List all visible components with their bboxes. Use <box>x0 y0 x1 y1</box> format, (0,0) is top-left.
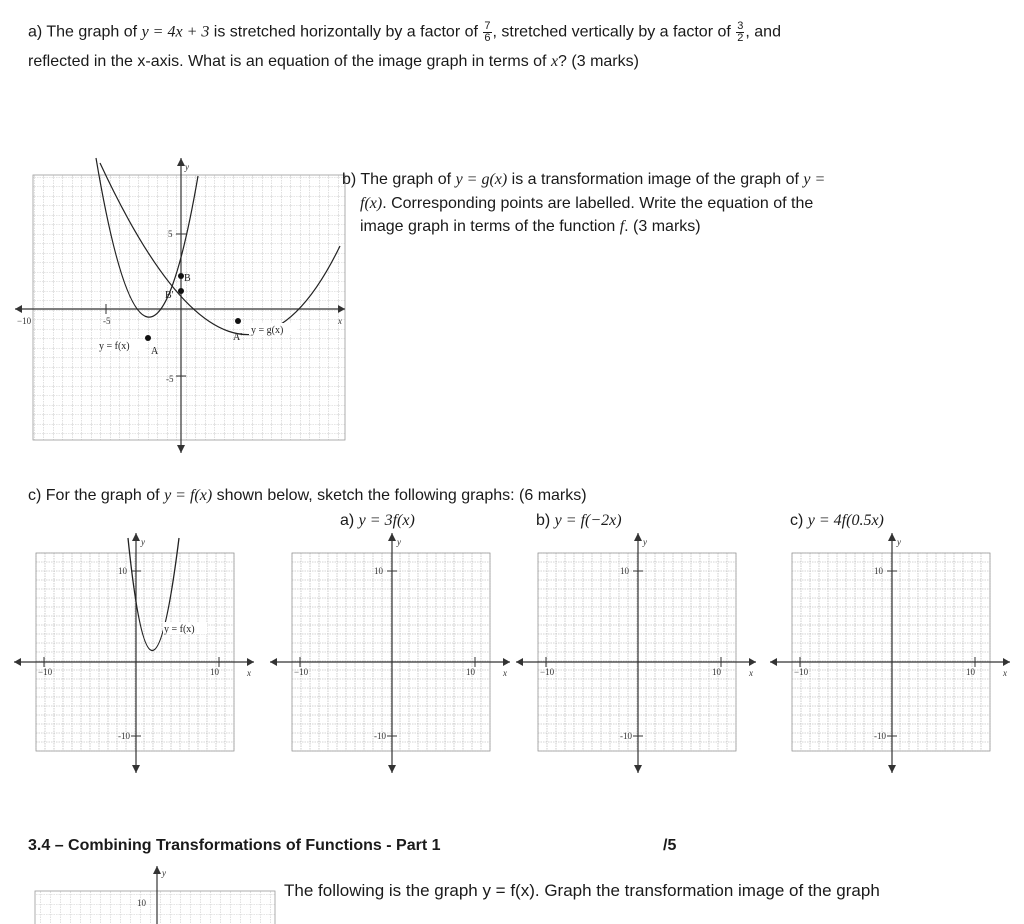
question-c-part-c: c) y = 4f(0.5x) <box>790 512 884 529</box>
axis-y-label: y <box>897 537 901 547</box>
tick-y-neg10: -10 <box>118 731 130 741</box>
question-a-line2: reflected in the x-axis. What is an equation of the image graph in terms of x? (3 marks) <box>28 53 639 70</box>
question-a-line1: a) The graph of y = 4x + 3 is stretched horizontally by a factor of $\frac{7}{6}$ , stretched vertically by a factor of $\frac{3}{2}$ , and <box>28 20 781 44</box>
point-B-prime <box>178 288 184 294</box>
tick-x-10: 10 <box>712 667 721 677</box>
graph-b <box>15 158 345 453</box>
question-b-line2: f(x). Corresponding points are labelled. Write the equation of the <box>360 195 814 212</box>
section-score: /5 <box>663 837 677 854</box>
tick-x-10: 10 <box>466 667 475 677</box>
axis-y-label: y <box>397 537 401 547</box>
point-A <box>145 335 151 341</box>
label-B-prime: B' <box>165 290 174 301</box>
section-intro: The following is the graph y = f(x). Graph the transformation image of the graph <box>284 881 880 900</box>
graph-section <box>30 864 290 924</box>
graph-b-tick-y-neg5: -5 <box>166 374 174 384</box>
question-b-line1: b) The graph of y = g(x) is a transformation image of the graph of y = <box>342 171 826 188</box>
fraction-7-6: $\frac{7}{6}$ <box>484 20 491 44</box>
tick-y-10: 10 <box>118 566 127 576</box>
section-title: 3.4 – Combining Transformations of Functions - Part 1 <box>28 837 441 854</box>
axis-x-label: x <box>503 668 507 678</box>
curve-label: y = f(x) <box>164 624 195 635</box>
tick-x-neg10: −10 <box>38 667 53 677</box>
tick-y-neg10: -10 <box>874 731 886 741</box>
axis-x-label: x <box>1003 668 1007 678</box>
axis-y-label: y <box>141 537 145 547</box>
axis-x-label: x <box>749 668 753 678</box>
tick-y-10: 10 <box>374 566 383 576</box>
tick-x-10: 10 <box>210 667 219 677</box>
point-A-prime <box>235 318 241 324</box>
graph-b-tick-y-5: 5 <box>168 229 173 239</box>
question-c-part-a: a) y = 3f(x) <box>340 512 415 529</box>
axis-x-label: x <box>247 668 251 678</box>
question-c-part-b: b) y = f(−2x) <box>536 512 622 529</box>
graph-c-answer-b <box>516 533 766 773</box>
label-A-prime: A' <box>233 332 243 343</box>
axis-y-label: y <box>643 537 647 547</box>
equation-y-4x-3: y = 4x + 3 <box>141 23 210 41</box>
question-c-line: c) For the graph of y = f(x) shown below, sketch the following graphs: (6 marks) <box>28 487 587 504</box>
tick-x-10: 10 <box>966 667 975 677</box>
graph-b-grid <box>33 175 345 440</box>
label-A: A <box>151 346 159 357</box>
graph-b-axis-y-label: y <box>185 162 189 172</box>
tick-x-neg10: −10 <box>794 667 809 677</box>
graph-c-answer-a <box>270 533 520 773</box>
tick-y-neg10: -10 <box>620 731 632 741</box>
tick-y-10: 10 <box>874 566 883 576</box>
section-axis-y: y <box>162 868 166 878</box>
tick-y-10: 10 <box>620 566 629 576</box>
label-f: y = f(x) <box>99 341 130 352</box>
fraction-3-2: $\frac{3}{2}$ <box>737 20 744 44</box>
question-b-line3: image graph in terms of the function f. (3 marks) <box>360 218 701 235</box>
graph-b-tick-x-neg5: -5 <box>103 316 111 326</box>
tick-x-neg10: −10 <box>540 667 555 677</box>
graph-c-original <box>14 533 264 773</box>
tick-y-neg10: -10 <box>374 731 386 741</box>
label-g: y = g(x) <box>251 325 284 336</box>
graph-b-axis-x-label: x <box>338 316 342 326</box>
section-tick-y-10: 10 <box>137 898 146 908</box>
graph-c-answer-c <box>770 533 1020 773</box>
label-B: B <box>184 273 191 284</box>
tick-x-neg10: −10 <box>294 667 309 677</box>
graph-b-tick-x-neg10: −10 <box>17 316 32 326</box>
